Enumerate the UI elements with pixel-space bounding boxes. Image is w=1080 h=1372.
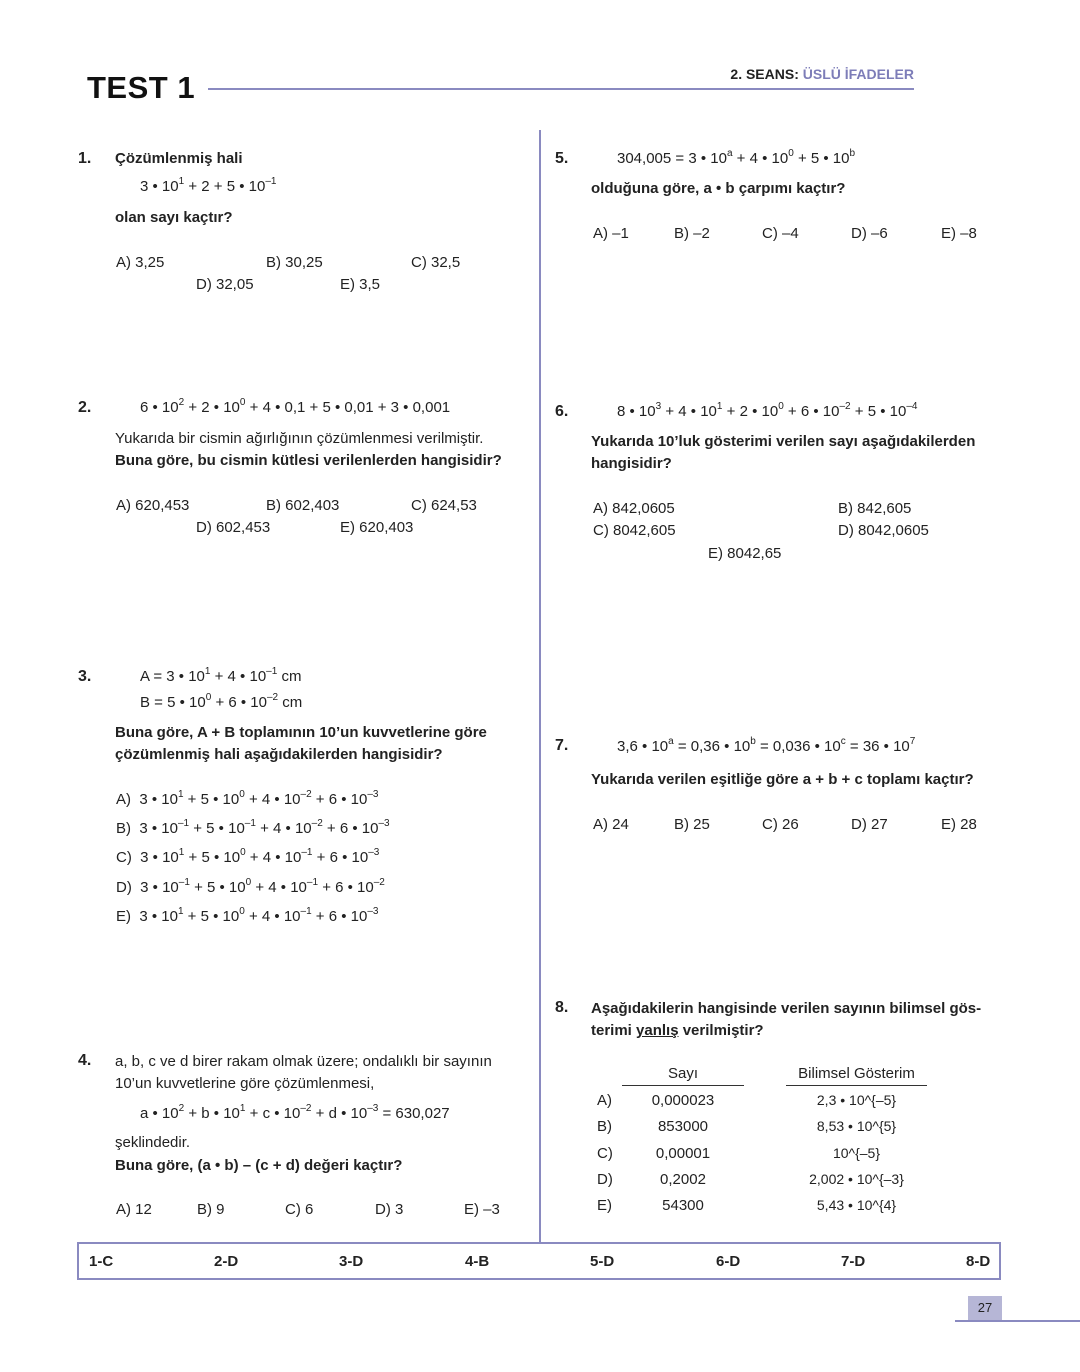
q4-option-b[interactable]: B) 9: [197, 1201, 225, 1218]
q6-option-b[interactable]: B) 842,605: [838, 500, 912, 517]
answer-key-item: 7-D: [841, 1253, 866, 1270]
column-divider: [539, 130, 541, 1242]
q1-option-d[interactable]: D) 32,05: [196, 276, 254, 293]
q8-number: 8.: [555, 999, 569, 1016]
q5-number: 5.: [555, 150, 569, 167]
q6-option-a[interactable]: A) 842,0605: [593, 500, 675, 517]
answer-key-item: 2-D: [214, 1253, 239, 1270]
q8-row-label[interactable]: D): [597, 1171, 613, 1188]
q6-option-d[interactable]: D) 8042,0605: [838, 522, 929, 539]
q4-option-c[interactable]: C) 6: [285, 1201, 314, 1218]
q4-text-line2: 10’un kuvvetlerine göre çözümlenmesi,: [115, 1075, 375, 1092]
answer-key-item: 1-C: [89, 1253, 114, 1270]
q3-number: 3.: [78, 668, 92, 685]
session-header: [730, 66, 914, 82]
q3-question-line1: Buna göre, A + B toplamının 10’un kuvvetlerine göre: [115, 724, 487, 741]
q8-row-scientific: 8,53 • 10^{5}: [816, 1118, 897, 1134]
q8-row-scientific: 5,43 • 10^{4}: [816, 1197, 897, 1213]
q2-question: Buna göre, bu cismin kütlesi verilenlerden hangisidir?: [115, 452, 502, 469]
q8-col-header-number: Sayı: [622, 1065, 744, 1086]
q8-question-line1: Aşağıdakilerin hangisinde verilen sayının bilimsel gös-: [591, 1000, 982, 1017]
q8-row-scientific: 2,3 • 10^{–5}: [816, 1092, 897, 1108]
q8-question-line2: [591, 1022, 764, 1039]
q2-number: 2.: [78, 399, 92, 416]
q5-option-c[interactable]: C) –4: [762, 225, 799, 242]
q5-option-a[interactable]: A) –1: [593, 225, 629, 242]
header-rule: [208, 88, 914, 90]
q8-row-number: 0,000023: [651, 1092, 715, 1109]
q2-option-a[interactable]: A) 620,453: [116, 497, 190, 514]
test-title: TEST 1: [87, 70, 196, 105]
q5-option-e[interactable]: E) –8: [941, 225, 977, 242]
q1-option-e[interactable]: E) 3,5: [340, 276, 381, 293]
q3-option-d[interactable]: D) 3 • $10^{-1} + 5$ • $10^0 + 4$ • $10^{-1} + 6$ • $10^{-2}$: [116, 877, 385, 896]
q7-option-a[interactable]: A) 24: [593, 816, 629, 833]
q1-expression: 3 • $10^1 + 2 + 5$ • $10^{-1}$: [140, 176, 277, 195]
q7-option-c[interactable]: C) 26: [762, 816, 799, 833]
q3-option-e[interactable]: E) 3 • $10^1 + 5$ • $10^0 + 4$ • $10^{-1} + 6$ • $10^{-3}$: [116, 906, 379, 925]
q6-question-line1: Yukarıda 10’luk gösterimi verilen sayı aşağıdakilerden: [591, 433, 976, 450]
q5-option-b[interactable]: B) –2: [674, 225, 710, 242]
q5-expression: 304,005 = 3 • $10^a + 4$ • $10^0 + 5$ • 10$^b$: [617, 148, 856, 167]
q2-expression: 6 • $10^2 + 2$ • $10^0 + 4$ • 0,1 + 5 • 0,01 + 3 • 0,001: [140, 397, 451, 416]
q6-option-e[interactable]: E) 8042,65: [708, 545, 782, 562]
q4-number: 4.: [78, 1052, 92, 1069]
q2-option-d[interactable]: D) 602,453: [196, 519, 271, 536]
q4-expression: a • $10^2 + b$ • $10^1 + c$ • $10^{-2} + d$ • $10^{-3} = 630,027$: [140, 1103, 450, 1122]
q3-option-b[interactable]: B) 3 • $10^{-1} + 5$ • $10^{-1} + 4$ • $10^{-2} + 6$ • $10^{-3}$: [116, 818, 390, 837]
q8-row-label[interactable]: A): [597, 1092, 612, 1109]
q8-row-scientific: 2,002 • 10^{–3}: [809, 1171, 904, 1187]
answer-key-item: 4-B: [465, 1253, 490, 1270]
q4-option-e[interactable]: E) –3: [464, 1201, 500, 1218]
q8-col-header-scientific: Bilimsel Gösterim: [786, 1065, 927, 1086]
q7-option-d[interactable]: D) 27: [851, 816, 888, 833]
q6-number: 6.: [555, 403, 569, 420]
q5-question: olduğuna göre, a • b çarpımı kaçtır?: [591, 180, 846, 197]
q3-option-a[interactable]: A) 3 • $10^1 + 5$ • $10^0 + 4$ • $10^{-2} + 6$ • $10^{-3}$: [116, 789, 379, 808]
q1-option-b[interactable]: B) 30,25: [266, 254, 323, 271]
q8-row-label[interactable]: E): [597, 1197, 612, 1214]
page-number-rule: [955, 1320, 1080, 1322]
q7-option-b[interactable]: B) 25: [674, 816, 710, 833]
q7-question: Yukarıda verilen eşitliğe göre a + b + c toplamı kaçtır?: [591, 771, 974, 788]
q3-expression-b: B = 5 • $10^0 + 6$ • $10^{-2}$ cm: [140, 692, 303, 711]
session-prefix: 2. SEANS:: [730, 66, 803, 82]
q8-row-number: 853000: [657, 1118, 709, 1135]
answer-key-item: 6-D: [716, 1253, 741, 1270]
q5-option-d[interactable]: D) –6: [851, 225, 888, 242]
q8-row-number: 0,2002: [660, 1171, 706, 1188]
q4-text-line1: a, b, c ve d birer rakam olmak üzere; ondalıklı bir sayının: [115, 1053, 492, 1070]
q2-option-c[interactable]: C) 624,53: [411, 497, 477, 514]
session-topic: ÜSLÜ İFADELER: [802, 66, 914, 82]
q4-text-line3: şeklindedir.: [115, 1134, 191, 1151]
page-number: 27: [968, 1296, 1002, 1320]
q8-question-post: verilmiştir?: [678, 1022, 764, 1039]
q6-question-line2: hangisidir?: [591, 455, 672, 472]
q2-option-e[interactable]: E) 620,403: [340, 519, 414, 536]
q1-question: olan sayı kaçtır?: [115, 209, 233, 226]
q4-option-d[interactable]: D) 3: [375, 1201, 404, 1218]
q3-question-line2: çözümlenmiş hali aşağıdakilerden hangisidir?: [115, 746, 443, 763]
q1-option-c[interactable]: C) 32,5: [411, 254, 461, 271]
q2-text: Yukarıda bir cismin ağırlığının çözümlenmesi verilmiştir.: [115, 430, 484, 447]
q8-row-label[interactable]: C): [597, 1145, 613, 1162]
q1-number: 1.: [78, 150, 92, 167]
q8-row-label[interactable]: B): [597, 1118, 612, 1135]
q1-option-a[interactable]: A) 3,25: [116, 254, 165, 271]
q6-expression: 8 • $10^3 + 4$ • $10^1 + 2$ • $10^0 + 6$ • $10^{-2} + 5$ • $10^{-4}$: [617, 401, 918, 420]
q1-stem: Çözümlenmiş hali: [115, 150, 243, 167]
q8-row-number: 0,00001: [655, 1145, 711, 1162]
q8-row-number: 54300: [662, 1197, 704, 1214]
answer-key-item: 3-D: [339, 1253, 364, 1270]
q7-expression: 3,6 • $10^a = 0,36$ • $10^b = 0,036$ • $10^c = 36$ • $10^7$: [617, 736, 916, 755]
q4-option-a[interactable]: A) 12: [116, 1201, 152, 1218]
q3-option-c[interactable]: C) 3 • $10^1 + 5$ • $10^0 + 4$ • $10^{-1} + 6$ • $10^{-3}$: [116, 847, 380, 866]
q7-option-e[interactable]: E) 28: [941, 816, 977, 833]
answer-key: [77, 1242, 1001, 1280]
answer-key-item: 8-D: [966, 1253, 991, 1270]
answer-key-item: 5-D: [590, 1253, 615, 1270]
q2-option-b[interactable]: B) 602,403: [266, 497, 340, 514]
q6-option-c[interactable]: C) 8042,605: [593, 522, 676, 539]
q8-question-underlined: yanlış: [636, 1022, 679, 1039]
q8-question-pre: terimi: [591, 1022, 637, 1039]
q8-row-scientific: 10^{–5}: [832, 1145, 881, 1161]
q3-expression-a: A = 3 • $10^1 + 4$ • $10^{-1}$ cm: [140, 666, 302, 685]
q4-question: Buna göre, (a • b) – (c + d) değeri kaçtır?: [115, 1157, 403, 1174]
q7-number: 7.: [555, 737, 569, 754]
